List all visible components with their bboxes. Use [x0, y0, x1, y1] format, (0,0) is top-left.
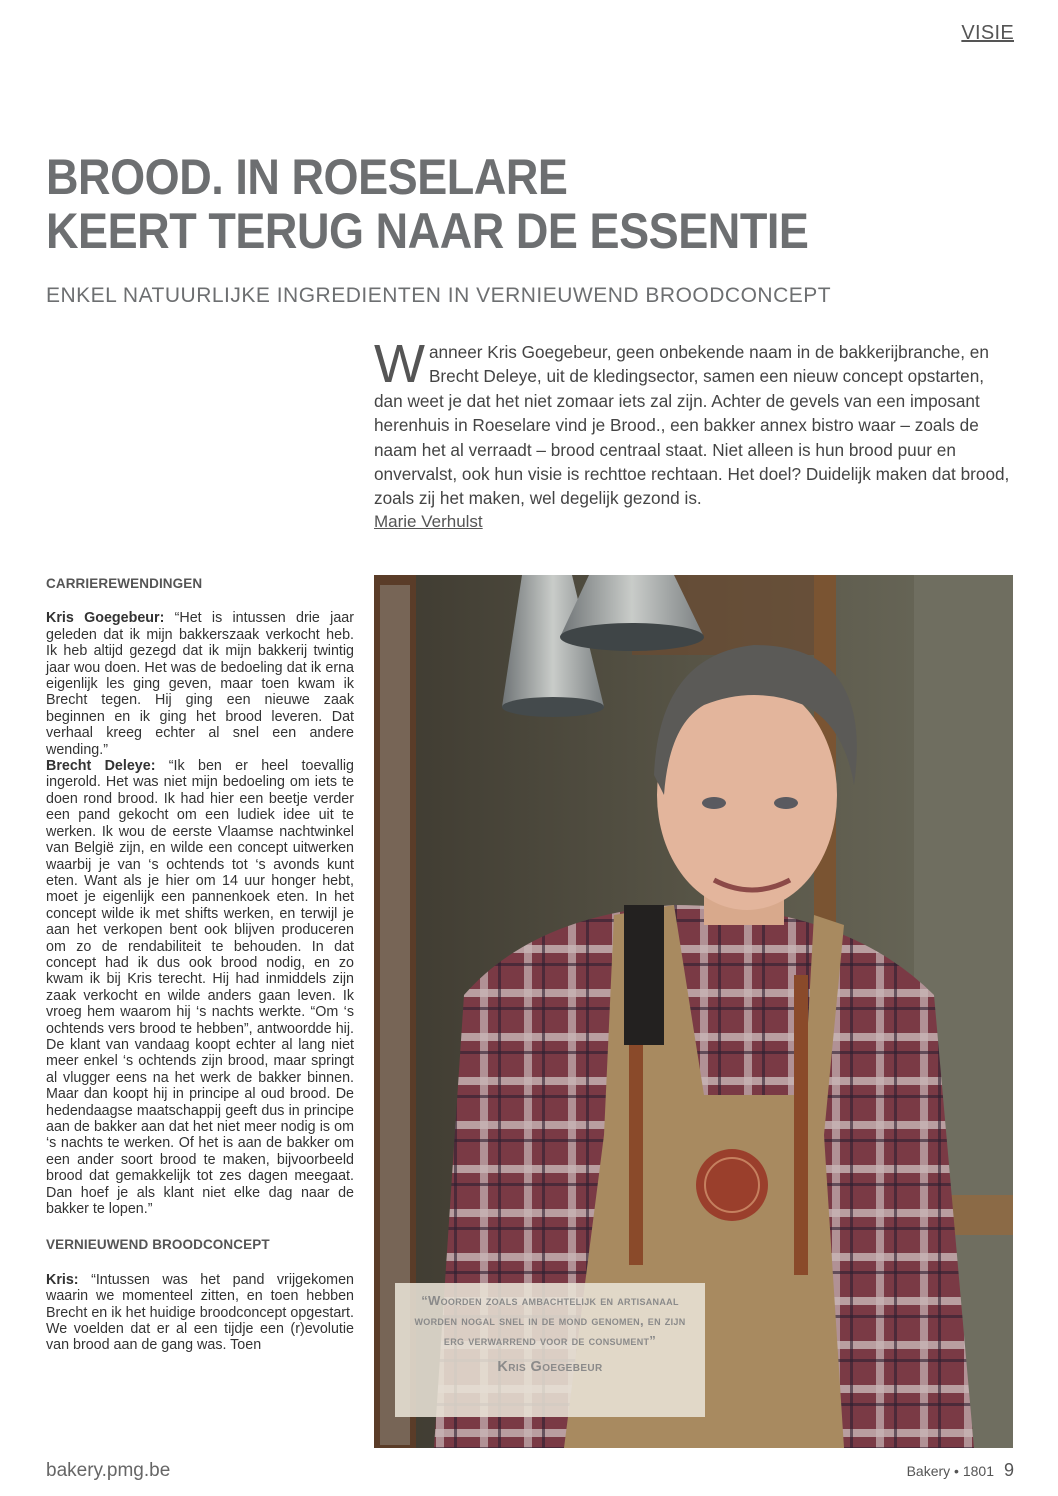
page-footer	[907, 1460, 1014, 1481]
drop-cap: W	[374, 334, 425, 394]
paragraph-text: “Ik ben er heel toevallig ingerold. Het was niet mijn bedoeling om iets te doen rond brood. Ik had hier een beetje verder een pand gekocht om een ludiek idee uit te werken. Ik wou de eerste Vlaamse nachtwinkel van België zijn, en wilde een concept uitwerken waarbij je van ‘s ochtends tot ‘s avonds kunt eten. Want als je hier om 14 uur honger hebt, moet je eigenlijk een pannenkoek eten. In het concept wilde ik met shifts werken, en terwijl je aan het verkopen bent ook blijven produceren om zo de rendabiliteit te behouden. In dat concept had ik dus ook brood nodig, en zo kwam ik bij Kris terecht. Hij had inmiddels zijn zaak verkocht en wilde anders gaan leven. Ik vroeg hem waarom hij ‘s nachts werkte. “Om ‘s ochtends vers brood te hebben”, antwoordde hij. De klant van vandaag koopt echter al lang niet meer enkel ‘s ochtends zijn brood, maar springt al vlugger eens na het werk de bakker binnen. Maar dan koopt hij in principe al oud brood. De hedendaagse maatschappij geeft dus in principe aan de bakker aan dat het niet meer nodig is om ‘s nachts te werken. Of het is aan de bakker om een ander soort brood te maken, bijvoorbeeld brood dat gemakkelijk tot zes dagen meegaat. Dan hoef je als klant niet elke dag naar de bakker te lopen.”	[46, 758, 354, 1218]
paragraph-text: “Het is intussen drie jaar geleden dat ik mijn bakkerszaak verkocht heb. Ik heb altijd gezegd dat ik mijn bakkerij twintig jaar wou doen. Het was de bedoeling dat ik erna eigenlijk les ging geven, maar toen kwam ik Brecht tegen. Hij ging een nieuwe zaak beginnen en ik ging het brood leveren. Dat verhaal kreeg echter al snel een andere wending.”	[46, 610, 355, 758]
headline-line-2: KEERT TERUG NAAR DE ESSENTIE	[46, 203, 809, 259]
article-column	[46, 576, 354, 1354]
section-tag[interactable]: VISIE	[961, 22, 1014, 44]
headline-line-1: BROOD. IN ROESELARE	[46, 149, 568, 205]
intro-text: anneer Kris Goegebeur, geen onbekende naam in de bakkerijbranche, en Brecht Deleye, uit de kledingsector, samen een nieuw concept opstarten, dan weet je dat het niet zomaar iets zal zijn. Achter de gevels van een imposant herenhuis in Roeselare vind je Brood., een bakker annex bistro waar – zoals de naam het al verraadt – brood centraal staat. Niet alleen is hun brood puur en onvervalst, ook hun visie is rechttoe rechtaan. Het doel? Duidelijk maken dat brood, zoals zij het maken, wel degelijk gezond is.	[374, 342, 1010, 509]
article-paragraph	[46, 610, 354, 758]
pull-quote	[395, 1283, 705, 1417]
intro-paragraph	[374, 334, 1014, 511]
section-heading-broodconcept: VERNIEUWEND BROODCONCEPT	[46, 1237, 270, 1253]
paragraph-text: “Intussen was het pand vrijgekomen waarin we momenteel zitten, en toen hebben Brecht en ik het huidige broodconcept opgestart. We voelden dat er al een tijdje een (r)evolutie van brood aan de gang was. Toen	[46, 1271, 354, 1354]
subtitle: ENKEL NATUURLIJKE INGREDIENTEN IN VERNIEUWEND BROODCONCEPT	[46, 284, 832, 307]
speaker-label: Kris:	[46, 1271, 79, 1288]
pull-quote-text: “Woorden zoals ambachtelijk en artisanaal worden nogal snel in de mond genomen, en zijn erg verwarrend voor de consument”	[414, 1293, 686, 1348]
speaker-label: Kris Goegebeur:	[46, 610, 165, 627]
article-paragraph	[46, 1272, 354, 1354]
page-number: 9	[1003, 1460, 1014, 1480]
speaker-label: Brecht Deleye:	[46, 758, 156, 775]
pull-quote-author: Kris Goegebeur	[497, 1359, 603, 1375]
article-paragraph	[46, 758, 354, 1217]
headline	[46, 150, 910, 258]
author-byline[interactable]: Marie Verhulst	[374, 512, 483, 531]
section-heading-carrierewendingen: CARRIEREWENDINGEN	[46, 576, 203, 591]
issue-label: Bakery • 1801	[906, 1463, 994, 1479]
website-link[interactable]: bakery.pmg.be	[46, 1460, 171, 1481]
